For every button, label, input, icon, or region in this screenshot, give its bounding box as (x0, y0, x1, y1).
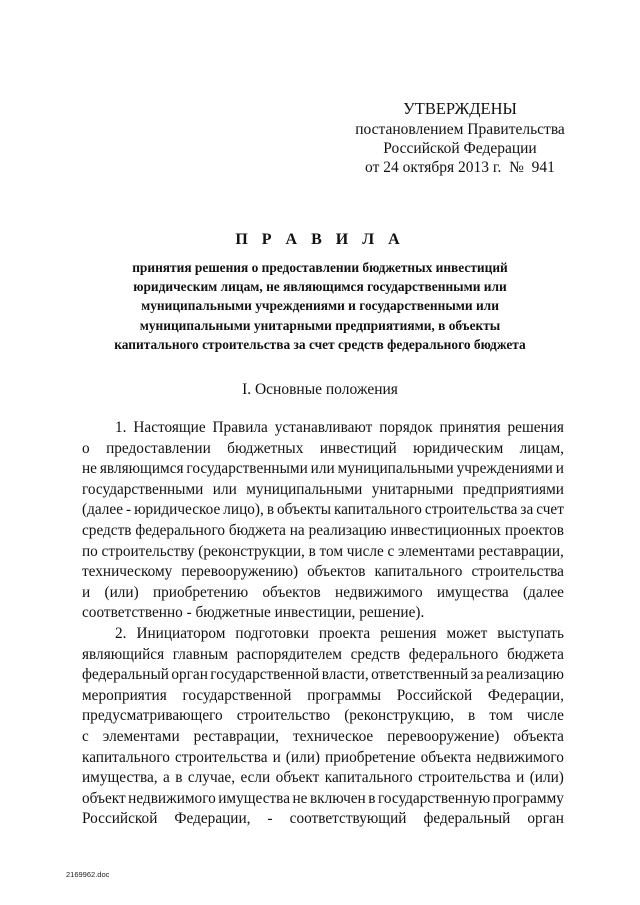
word: программу (492, 789, 564, 807)
word: числе (346, 542, 384, 560)
approval-line: от 24 октября 2013 г. № 941 (365, 159, 555, 176)
word: недвижимого (335, 583, 423, 601)
word: в (468, 707, 476, 725)
word: (реконструкции, (198, 542, 305, 560)
word: приобретение (325, 748, 416, 766)
word: на (289, 521, 305, 539)
word: реализацию (308, 521, 387, 539)
text-line (82, 748, 564, 769)
word: являющийся (82, 645, 165, 663)
word: выступать (497, 624, 564, 642)
text-line (82, 583, 564, 604)
word: капитального (374, 563, 463, 581)
text-line (82, 542, 564, 563)
text-line (82, 418, 564, 439)
word: бюджетных (227, 439, 304, 457)
word: государственной (210, 666, 320, 684)
word: федерального (135, 521, 225, 539)
word: с (387, 542, 395, 560)
word: в (308, 542, 316, 560)
word: власти, (321, 666, 369, 684)
word: числе (526, 707, 564, 725)
text-line (82, 480, 564, 501)
word: строительства (175, 748, 268, 766)
word: решения (507, 419, 564, 436)
word: строительство (236, 707, 331, 725)
subtitle-line: муниципальными унитарными предприятиями, в объекты (139, 317, 501, 333)
word: в (175, 769, 183, 787)
word: объект (82, 789, 126, 807)
word: включен (309, 789, 366, 807)
text-line (82, 686, 564, 707)
word: строительства (471, 563, 564, 581)
word: элементами (397, 542, 475, 560)
word: (или) (104, 583, 139, 601)
word: государственными (82, 480, 204, 498)
word: счет (536, 501, 564, 519)
text-line (82, 459, 564, 480)
word: имущества (436, 583, 509, 601)
text-line (82, 727, 564, 748)
word: бюджета (228, 521, 286, 539)
word: капитального (333, 501, 422, 519)
section-heading: I. Основные положения (242, 381, 398, 398)
text-line (82, 665, 564, 686)
word: если (240, 769, 271, 787)
word: лицо), (223, 501, 264, 519)
word: элементами (102, 727, 180, 745)
word: учреждениями (456, 460, 553, 478)
text-line (82, 809, 564, 830)
word: реставрации, (193, 727, 279, 745)
word: с (82, 727, 89, 745)
word: предусматривающего (82, 707, 223, 725)
word: (реконструкцию, (344, 707, 455, 725)
word: недвижимого (476, 748, 564, 766)
word: а (163, 769, 170, 787)
word: (или) (285, 748, 320, 766)
word: Правила (212, 419, 268, 436)
word: или (310, 460, 335, 478)
word: случае, (187, 769, 236, 787)
word: средств (82, 521, 132, 539)
word: объектов (262, 583, 321, 601)
word: может (446, 624, 488, 642)
word: подготовки (235, 624, 309, 642)
word: соответственно - бюджетные инвестиции, решение). (82, 604, 425, 622)
word: имущества, (82, 769, 158, 787)
word: - (267, 810, 273, 828)
body-text (82, 418, 564, 830)
word: устанавливают (274, 419, 373, 436)
word: не (82, 460, 97, 478)
word: программы (307, 686, 382, 704)
word: строительства (418, 769, 511, 787)
word: предприятиями (462, 480, 564, 498)
word: Российской (396, 686, 473, 704)
word: том (489, 707, 513, 725)
word: или (212, 480, 237, 498)
subtitle-line: капитального строительства за счет средств федерального бюджета (114, 336, 526, 352)
text-line (82, 439, 564, 460)
word: Настоящие (133, 419, 206, 436)
text-line (82, 706, 564, 727)
word: перевооружению) (181, 563, 299, 581)
word: федерального (408, 645, 499, 663)
word: Федерации, (174, 810, 251, 828)
word: Российской (82, 810, 158, 828)
document-title: П Р А В И Л А (235, 231, 405, 248)
word: инвестиционных (390, 521, 502, 539)
word: том (319, 542, 344, 560)
word: по (82, 542, 98, 560)
word: техническое (292, 727, 374, 745)
word: перевооружение) (387, 727, 500, 745)
word: государственной (182, 686, 292, 704)
word: государственными (186, 460, 308, 478)
word: бюджета (506, 645, 564, 663)
text-line (82, 500, 564, 521)
text-line (82, 624, 564, 645)
word: реализацию (485, 666, 564, 684)
word: - (126, 501, 132, 519)
word: порядок (379, 419, 433, 436)
word: объектов (307, 563, 366, 581)
word: (или) (529, 769, 564, 787)
text-line (82, 789, 564, 810)
word: объекта (513, 727, 564, 745)
word: капитального (324, 769, 413, 787)
word: федеральный (82, 666, 169, 684)
word: орган (527, 810, 564, 828)
approval-block (330, 98, 590, 177)
word: соответствующий (289, 810, 407, 828)
document-subtitle (100, 258, 540, 354)
word: объекты (277, 501, 331, 519)
subtitle-line: муниципальными учреждениями и государственными или (141, 298, 499, 314)
word: за (470, 666, 484, 684)
word: проекта (318, 624, 371, 642)
word: не (292, 789, 308, 807)
word: и (82, 583, 91, 601)
word: муниципальными (337, 460, 454, 478)
text-line (82, 603, 564, 624)
text-line (82, 562, 564, 583)
word: 2. (115, 624, 127, 642)
subtitle-line: юридическим лицам, не являющимся государственными или (133, 279, 507, 295)
word: являющимся (99, 460, 184, 478)
paragraph-1 (82, 418, 564, 624)
word: объекта (420, 748, 472, 766)
text-line (82, 645, 564, 666)
word: и (555, 460, 564, 478)
word: унитарными (371, 480, 454, 498)
footer-file-name: 2169962.doc (66, 870, 110, 879)
word: федеральный (423, 810, 511, 828)
word: 1. (115, 419, 127, 436)
word: недвижимого (128, 789, 216, 807)
approval-line: постановлением Правительства (355, 121, 565, 138)
word: (далее (82, 501, 124, 519)
text-line (82, 521, 564, 542)
word: и (272, 748, 281, 766)
word: приобретению (152, 583, 249, 601)
word: Инициатором (136, 624, 226, 642)
word: предоставлении (106, 439, 211, 457)
word: имущества (218, 789, 290, 807)
word: техническому (82, 563, 173, 581)
paragraph-2 (82, 624, 564, 830)
word: реставрации, (478, 542, 564, 560)
approval-title: УТВЕРЖДЕНЫ (403, 99, 517, 118)
word: юридическое (134, 501, 221, 519)
word: средств (350, 645, 401, 663)
word: орган (171, 666, 208, 684)
text-line (82, 768, 564, 789)
word: и (516, 769, 525, 787)
subtitle-line: принятия решения о предоставлении бюджетных инвестиций (132, 260, 508, 275)
word: за (520, 501, 534, 519)
word: мероприятия (82, 686, 167, 704)
word: ответственный (371, 666, 469, 684)
word: лицам, (519, 439, 564, 457)
approval-line: Российской Федерации (383, 140, 537, 157)
word: о (82, 439, 90, 457)
word: строительства (424, 501, 518, 519)
word: строительству (101, 542, 195, 560)
word: главным (172, 645, 229, 663)
word: муниципальными (246, 480, 363, 498)
word: распорядителем (236, 645, 342, 663)
word: принятия (439, 419, 501, 436)
word: в (266, 501, 275, 519)
word: (далее (522, 583, 564, 601)
word: Федерации, (487, 686, 564, 704)
word: объект (275, 769, 320, 787)
word: в (368, 789, 376, 807)
word: капитального (82, 748, 170, 766)
word: государственную (377, 789, 491, 807)
word: решения (380, 624, 437, 642)
word: инвестиций (319, 439, 397, 457)
word: юридическим (413, 439, 504, 457)
word: проектов (504, 521, 564, 539)
